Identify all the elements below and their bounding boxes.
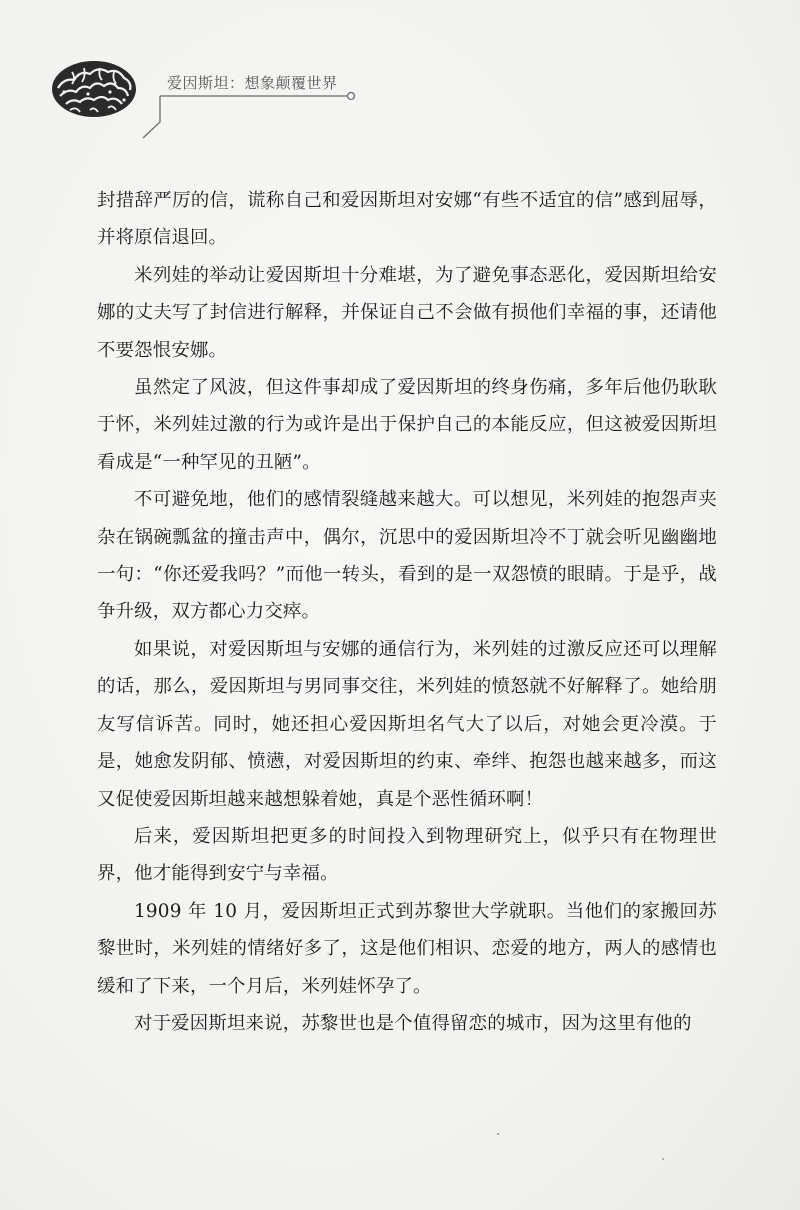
brain-icon bbox=[50, 58, 138, 120]
paragraph-5: 如果说，对爱因斯坦与安娜的通信行为，米列娃的过激反应还可以理解的话，那么，爱因斯坦与男同事交往，米列娃的愤怒就不好解释了。她给朋友写信诉苦。同时，她还担心爱因斯坦名气大了以后，对她会更冷漠。于是，她愈发阴郁、愤懑，对爱因斯坦的约束、牵绊、抱怨也越来越多，而这又促使爱因斯坦越来越想躲着她，真是个恶性循环啊！ bbox=[97, 638, 717, 810]
paragraph-3: 虽然定了风波，但这件事却成了爱因斯坦的终身伤痛，多年后他仍耿耿于怀，米列娃过激的行为或许是出于保护自己的本能反应，但这被爱因斯坦看成是“一种罕见的丑陋”。 bbox=[97, 377, 717, 473]
paragraph-2: 米列娃的举动让爱因斯坦十分难堪，为了避免事态恶化，爱因斯坦给安娜的丈夫写了封信进行解释，并保证自己不会做有损他们幸福的事，还请他不要怨恨安娜。 bbox=[97, 264, 717, 361]
header-title: 爱因斯坦：想象颠覆世界 bbox=[167, 74, 338, 92]
paragraph-1: 封措辞严厉的信，谎称自己和爱因斯坦对安娜“有些不适宜的信”感到屈辱，并将原信退回。 bbox=[97, 190, 717, 249]
paragraph-8: 对于爱因斯坦来说，苏黎世也是个值得留恋的城市，因为这里有他的 bbox=[134, 1012, 692, 1034]
scan-speck bbox=[497, 1133, 499, 1135]
paragraph-6: 后来，爱因斯坦把更多的时间投入到物理研究上，似乎只有在物理世界，他才能得到安宁与幸福。 bbox=[97, 825, 717, 885]
body-text bbox=[97, 182, 717, 1042]
paragraph-7: 1909 年 10 月，爱因斯坦正式到苏黎世大学就职。当他们的家搬回苏黎世时，米列娃的情绪好多了，这是他们相识、恋爱的地方，两人的感情也缓和了下来，一个月后，米列娃怀孕了。 bbox=[97, 900, 717, 997]
paragraph-4: 不可避免地，他们的感情裂缝越来越大。可以想见，米列娃的抱怨声夹杂在锅碗瓢盆的撞击声中，偶尔，沉思中的爱因斯坦冷不丁就会听见幽幽地一句：“你还爱我吗？”而他一转头，看到的是一双怨愤的眼睛。于是乎，战争升级，双方都心力交瘁。 bbox=[97, 489, 717, 623]
scan-speck bbox=[662, 1158, 664, 1160]
running-header bbox=[0, 0, 800, 140]
